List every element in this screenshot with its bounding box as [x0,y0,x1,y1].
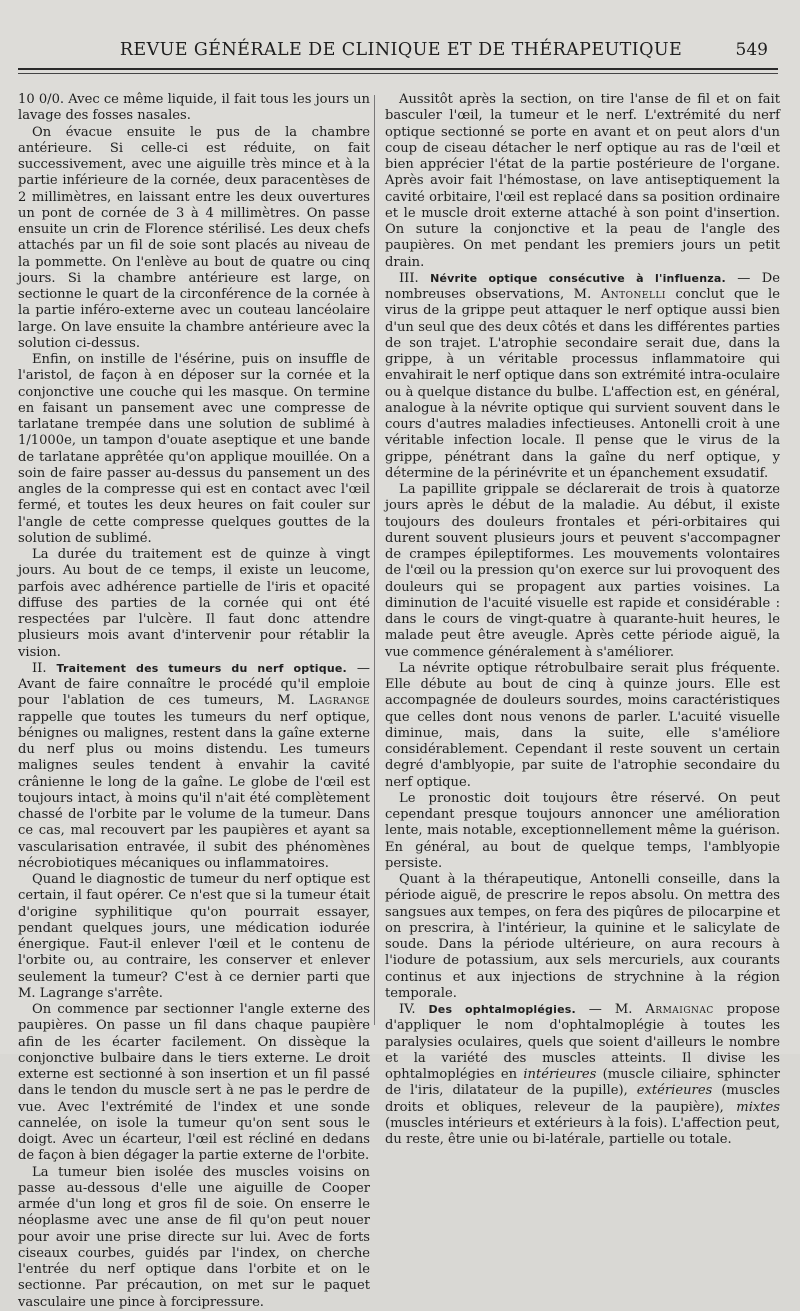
italic-term: extérieures [636,1083,713,1099]
section-number: III. [399,270,419,286]
header-rule-thick [18,68,778,70]
paragraph: Quant à la thérapeutique, Antonelli conseille, dans la période aiguë, de prescrire le repos absolu. On mettra des sangsues aux tempes, on fera des piqûres de pilocarpine et on prescrira, à l'intérieur, la quinine et le salicylate de soude. Dans la période ultérieure, on aura recours à l'iodure de potassium, aux sels mercuriels, aux courants continus et aux injections de strychnine à la région temporale. [385,872,780,1001]
paragraph: On commence par sectionner l'angle externe des paupières. On passe un fil dans chaque paupière afin de les écarter facilement. On dissèque la conjonctive bulbaire dans le tiers externe. Le droit externe est sectionné à son insertion et un fil passé dans le tendon du muscle sert à ne pas le perdre de vue. Avec l'extrémité de l'index et une sonde cannelée, on isole la tumeur qu'on sent sous le doigt. Avec un écarteur, l'œil est récliné en dedans de façon à bien dégager la partie externe de l'orbite. [18,1002,370,1164]
header-rule-thin [18,73,778,74]
paragraph: La papillite grippale se déclarerait de trois à quatorze jours après le début de la maladie. Au début, il existe toujours des douleurs frontales et péri-orbitaires qui durent souvent plusieurs jours et peuvent s'accompagner de crampes épileptiformes. Les mouvements volontaires de l'œil ou la pression qu'on exerce sur lui provoquent des douleurs qui se propagent aux parties voisines. La diminution de l'acuité visuelle est rapide et considérable : dans le cours de vingt-quatre à quarante-huit heures, le malade peut être aveugle. Après cette période aiguë, la vue commence généralement à s'améliorer. [385,482,780,660]
right-column [385,92,780,1148]
section-number: II. [32,660,47,676]
paragraph: La durée du traitement est de quinze à vingt jours. Au bout de ce temps, il existe un leucome, parfois avec adhérence partielle de l'iris et opacité diffuse des parties de la cornée qui ont été respectées par l'ulcère. Il faut donc attendre plusieurs mois avant d'intervenir pour rétablir la vision. [18,547,370,660]
author-name: Armaignac [645,1002,714,1017]
section-heading: Traitement des tumeurs du nerf optique. [56,661,347,675]
paragraph: La névrite optique rétrobulbaire serait plus fréquente. Elle débute au bout de cinq à quinze jours. Elle est accompagnée de douleurs sourdes, moins caractéristiques que celles dont nous venons de parler. L'acuité visuelle diminue, mais, dans la suite, elle s'améliore considérablement. Cependant il reste souvent un certain degré d'amblyopie, par suite de l'atrophie secondaire du nerf optique. [385,660,780,790]
section-heading: Névrite optique consécutive à l'influenza. [430,271,726,285]
section-iv-paragraph: IV. Des ophtalmoplégies. — M. Armaignac propose d'appliquer le nom d'ophtalmoplégie à toutes les paralysies oculaires, quels que soient d'ailleurs le nombre et la variété des muscles atteints. Il divise les ophtalmoplégies en intérieures (muscle ciliaire, sphincter de l'iris, dilatateur de la pupille), extérieures (muscles droits et obliques, releveur de la paupière), mixtes (muscles intérieurs et extérieurs à la fois). L'affection peut, du reste, être unie ou bi-latérale, partielle ou totale. [385,1002,781,1147]
paragraph: Enfin, on instille de l'ésérine, puis on insuffle de l'aristol, de façon à en déposer sur la cornée et la conjonctive une couche qui les masque. On termine en faisant un pansement avec une compresse de tarlatane trempée dans une solution de sublimé à 1/1000e, un tampon d'ouate aseptique et une bande de tarlatane apprêtée qu'on applique mouillée. On a soin de faire passer au-dessus du pansement un des angles de la compresse qui est en contact avec l'œil fermé, et toutes les deux heures on fait couler sur l'angle de cette compresse quelques gouttes de la solution de sublimé. [18,352,370,546]
italic-term: intérieures [523,1067,597,1082]
paragraph: Quand le diagnostic de tumeur du nerf optique est certain, il faut opérer. Ce n'est que si la tumeur était d'origine syphilitique qu'on pourrait essayer, pendant quelques jours, une médication iodurée énergique. Faut-il enlever l'œil et le contenu de l'orbite ou, au contraire, les conserver et enlever seulement la tumeur? C'est à ce dernier parti que M. Lagrange s'arrête. [18,872,370,1001]
paragraph: Aussitôt après la section, on tire l'anse de fil et on fait basculer l'œil, la tumeur et le nerf. L'extrémité du nerf optique sectionné se porte en avant et on peut alors d'un coup de ciseau détacher le nerf optique au ras de l'œil et bien apprécier l'état de la partie postérieure de l'organe. Après avoir fait l'hémostase, on lave antiseptiquement la cavité orbitaire, l'œil est replacé dans sa position ordinaire et le muscle droit externe attaché à son point d'insertion. On suture la conjonctive et la peau de l'angle des paupières. On met pendant les premiers jours un petit drain. [385,92,780,270]
page-number: 549 [735,40,768,60]
page-header [18,40,784,70]
paragraph: Le pronostic doit toujours être réservé. On peut cependant presque toujours annoncer une amélioration lente, mais notable, exceptionnellement même la guérison. En général, au bout de quelque temps, l'amblyopie persiste. [385,790,780,871]
running-title: REVUE GÉNÉRALE DE CLINIQUE ET DE THÉRAPEUTIQUE [119,40,683,60]
section-number: IV. [399,1002,416,1017]
paragraph: La tumeur bien isolée des muscles voisins on passe au-dessous d'elle une aiguille de Cooper armée d'un long et gros fil de soie. On enserre le néoplasme avec une anse de fil qu'on peut nouer pour avoir une prise directe sur lui. Avec de forts ciseaux courbes, guidés par l'index, on cherche l'entrée du nerf optique dans l'orbite et on le sectionne. Par précaution, on met sur le paquet vasculaire une pince à forcipressure. [18,1164,370,1310]
section-heading: Des ophtalmoplégies. [428,1003,576,1016]
paragraph: On évacue ensuite le pus de la chambre antérieure. Si celle-ci est réduite, on fait successivement, avec une aiguille très mince et à la partie inférieure de la cornée, deux paracentèses de 2 millimètres, en laissant entre les deux ouvertures un pont de cornée de 3 à 4 millimètres. On passe ensuite un crin de Florence stérilisé. Les deux chefs attachés par un fil de soie sont placés au niveau de la pommette. On l'enlève au bout de quatre ou cinq jours. Si la chambre antérieure est large, on sectionne le quart de la circonférence de la cornée à la partie inféro-externe avec un couteau lancéolaire large. On lave ensuite la chambre antérieure avec la solution ci-dessus. [18,124,370,351]
paragraph: 10 0/0. Avec ce même liquide, il fait tous les jours un lavage des fosses nasales. [18,92,370,124]
section-ii-paragraph: II. Traitement des tumeurs du nerf optique. — Avant de faire connaître le procédé qu'il emploie pour l'ablation de ces tumeurs, M. Lagrange rappelle que toutes les tumeurs du nerf optique, bénignes ou malignes, restent dans la gaîne externe du nerf plus ou moins distendu. Les tumeurs malignes seules tendent à envahir la cavité crânienne le long de la gaîne. Le globe de l'œil est toujours intact, à moins qu'il n'ait été complètement chassé de l'orbite par le volume de la tumeur. Dans ce cas, mal recouvert par les paupières et ayant sa vascularisation entravée, il subit des phénomènes nécrobiotiques mécaniques ou inflammatoires. [18,660,370,871]
left-column [18,92,370,1311]
author-name: Lagrange [308,693,370,709]
italic-term: mixtes [736,1099,780,1115]
column-divider [374,95,375,1025]
author-name: Antonelli [600,287,666,302]
section-iii-paragraph: III. Névrite optique consécutive à l'influenza. — De nombreuses observations, M. Antonelli conclut que le virus de la grippe peut attaquer le nerf optique aussi bien d'un seul que des deux côtés et dans les différentes parties de son trajet. L'atrophie secondaire serait due, dans la grippe, à un véritable processus inflammatoire qui envahirait le nerf optique dans son extrémité intra-oculaire ou à quelque distance du bulbe. L'affection est, en général, analogue à la névrite optique qui survient souvent dans le cours d'autres maladies infectieuses. Antonelli croit à une véritable infection locale. Il pense que le virus de la grippe, pénétrant dans la gaîne du nerf optique, y détermine de la périnévrite et un épanchement exsudatif. [385,270,780,481]
